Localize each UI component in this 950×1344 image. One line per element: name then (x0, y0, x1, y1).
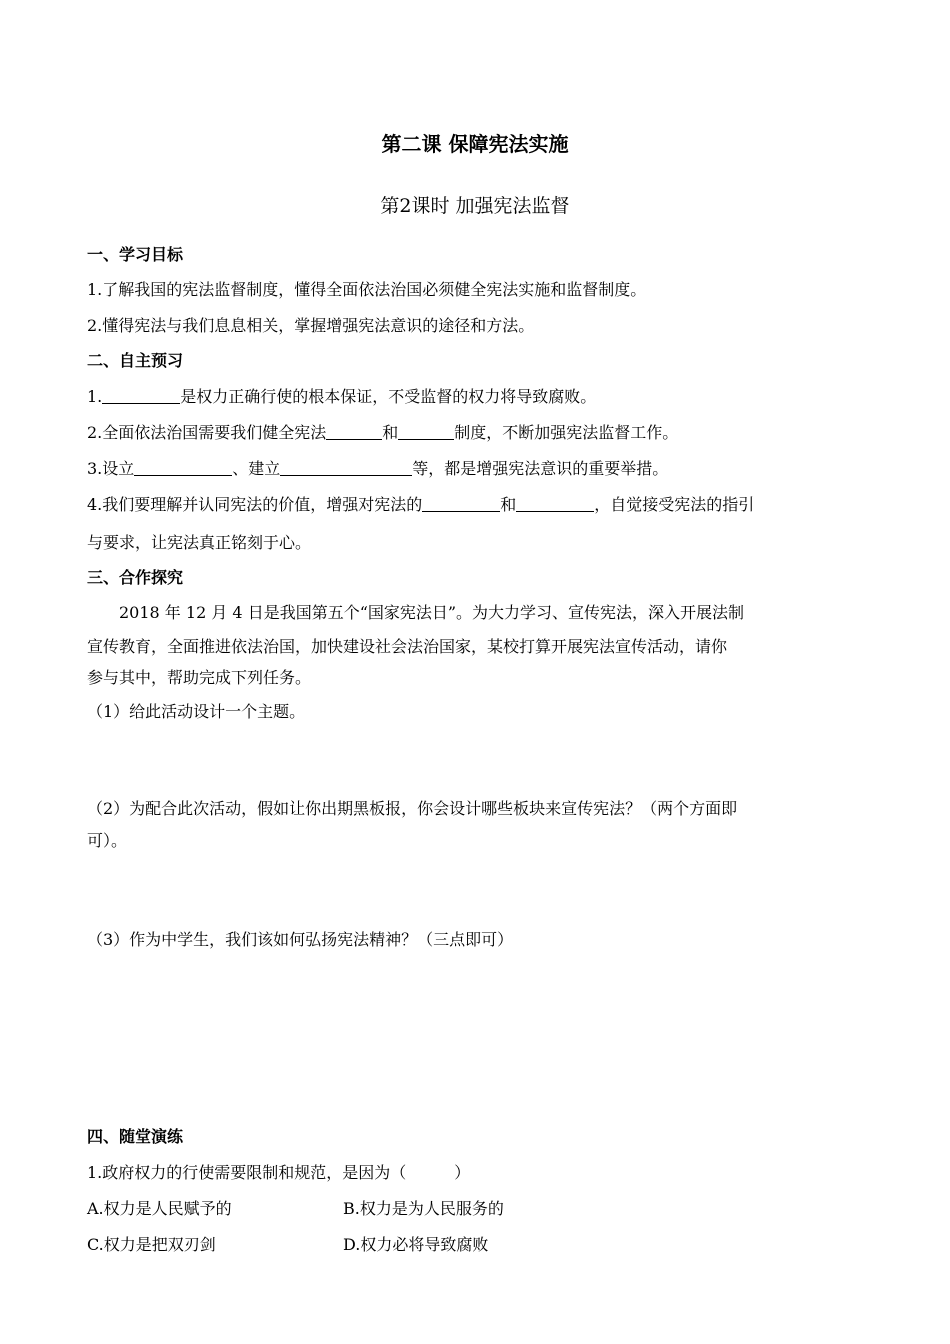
fill-blank[interactable] (422, 495, 500, 512)
practice-question-1: 1.政府权力的行使需要限制和规范，是因为（ ） (87, 1163, 471, 1182)
fill-blank[interactable] (516, 495, 594, 512)
inquiry-paragraph-line-2: 宣传教育，全面推进依法治国，加快建设社会法治国家，某校打算开展宪法宣传活动，请你 (87, 637, 728, 656)
question-text: ，自觉接受宪法的指引 (594, 495, 755, 514)
question-text: 、建立 (232, 459, 281, 478)
section-heading-preview: 二、自主预习 (87, 351, 184, 370)
section-heading-inquiry: 三、合作探究 (87, 568, 184, 587)
fill-blank[interactable] (102, 387, 180, 404)
section-heading-objectives: 一、学习目标 (87, 245, 184, 264)
question-text: 2.全面依法治国需要我们健全宪法 (87, 423, 327, 442)
fill-blank[interactable] (134, 459, 232, 476)
question-text: 和 (382, 423, 399, 442)
preview-question-3 (87, 458, 668, 480)
preview-question-2 (87, 422, 678, 444)
inquiry-task-1: （1）给此活动设计一个主题。 (87, 702, 306, 721)
question-text: 3.设立 (87, 459, 135, 478)
question-text: 4.我们要理解并认同宪法的价值，增强对宪法的 (87, 495, 423, 514)
fill-blank[interactable] (398, 423, 454, 440)
page-subtitle: 第2课时 加强宪法监督 (380, 195, 570, 217)
preview-question-4 (87, 494, 754, 516)
question-number: 1. (87, 387, 103, 406)
inquiry-paragraph-line-3: 参与其中，帮助完成下列任务。 (87, 668, 312, 687)
option-d[interactable]: D.权力必将导致腐败 (343, 1235, 489, 1254)
inquiry-paragraph-line-1: 2018 年 12 月 4 日是我国第五个“国家宪法日”。为大力学习、宣传宪法，深入开展法制 (119, 603, 745, 622)
option-c[interactable]: C.权力是把双刃剑 (87, 1235, 216, 1254)
preview-question-4-continued: 与要求，让宪法真正铭刻于心。 (87, 533, 312, 552)
page-title: 第二课 保障宪法实施 (381, 132, 569, 156)
question-text: 和 (500, 495, 517, 514)
question-text: 制度，不断加强宪法监督工作。 (454, 423, 679, 442)
preview-question-1 (87, 386, 596, 408)
fill-blank[interactable] (280, 459, 412, 476)
objective-item-2: 2.懂得宪法与我们息息相关，掌握增强宪法意识的途径和方法。 (87, 316, 535, 335)
question-text: 等，都是增强宪法意识的重要举措。 (412, 459, 669, 478)
inquiry-task-2: （2）为配合此次活动，假如让你出期黑板报，你会设计哪些板块来宣传宪法？（两个方面即 (87, 799, 738, 818)
objective-item-1: 1.了解我国的宪法监督制度，懂得全面依法治国必须健全宪法实施和监督制度。 (87, 280, 647, 299)
inquiry-task-2-continued: 可）。 (87, 831, 128, 850)
inquiry-task-3: （3）作为中学生，我们该如何弘扬宪法精神？（三点即可） (87, 930, 514, 949)
fill-blank[interactable] (326, 423, 382, 440)
option-b[interactable]: B.权力是为人民服务的 (343, 1199, 504, 1218)
question-text: 是权力正确行使的根本保证，不受监督的权力将导致腐败。 (180, 387, 597, 406)
section-heading-practice: 四、随堂演练 (87, 1127, 184, 1146)
option-a[interactable]: A.权力是人民赋予的 (87, 1199, 232, 1218)
